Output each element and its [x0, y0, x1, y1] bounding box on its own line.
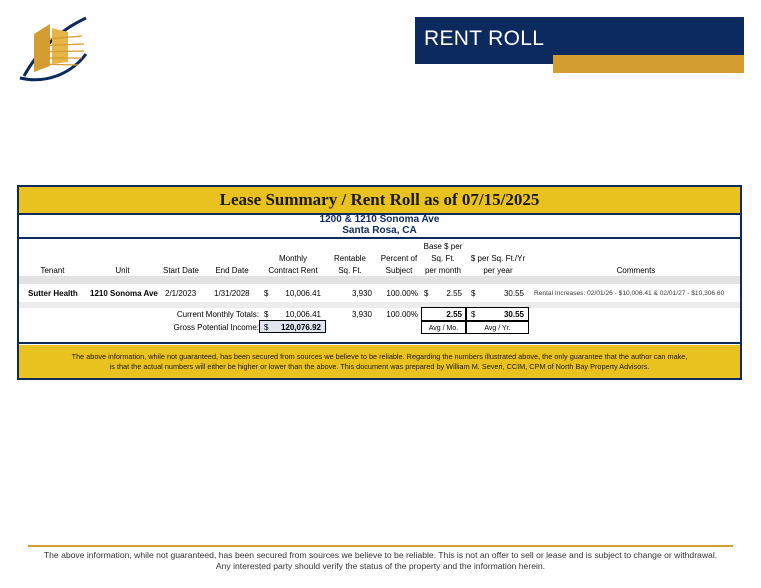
totals-label: Current Monthly Totals: [176, 310, 259, 319]
row-comments: Rental Increases: 02/01/26 - $10,006.41 & 02/01/27 - $10,306.60 [534, 290, 725, 297]
row-rent-currency: $ [264, 289, 269, 298]
gross-income-currency: $ [264, 323, 269, 332]
row-tenant: Sutter Health [28, 289, 78, 298]
col-header-unit: Unit [115, 266, 130, 275]
col-header-peryr-l2: per year [483, 266, 513, 275]
totals-base-per-sqft: 2.55 [446, 310, 462, 319]
company-logo-icon [16, 14, 90, 82]
row-start-date: 2/1/2023 [165, 289, 197, 298]
footer-rule [28, 545, 733, 547]
totals-per-sqft-yr: 30.55 [503, 310, 524, 319]
col-header-comments: Comments [616, 266, 656, 275]
col-header-base-l2: Sq. Ft. [431, 254, 455, 263]
col-header-percent-l1: Percent of [380, 254, 418, 263]
row-sqft: 3,930 [351, 289, 372, 298]
col-header-percent-l2: Subject [385, 266, 413, 275]
row-per-sqft-yr: 30.55 [503, 289, 524, 298]
col-header-monthly-rent-l1: Monthly [278, 254, 307, 263]
col-header-sqft-l2: Sq. Ft. [338, 266, 362, 275]
footer-line-1: The above information, while not guaranteed, has been secured from sources we believe to be reliable. This is not an offer to sell or lease and is subject to change or withdrawal. [43, 550, 718, 560]
totals-percent: 100.00% [386, 310, 418, 319]
page-title: RENT ROLL [424, 27, 545, 50]
table-title: Lease Summary / Rent Roll as of 07/15/2025 [219, 190, 540, 209]
gross-income-label: Gross Potential Income: [173, 323, 259, 332]
row-unit: 1210 Sonoma Ave [90, 289, 158, 298]
row-yr-currency: $ [471, 289, 476, 298]
disclaimer-line-1: The above information, while not guaranteed, has been secured from sources we believe to be reliable. Regarding the numbers illustrated above, the only guarantee that the author can make, [71, 352, 688, 361]
col-header-monthly-rent-l2: Contract Rent [268, 266, 318, 275]
property-city: Santa Rosa, CA [342, 225, 417, 236]
col-header-start-date: Start Date [162, 266, 199, 275]
row-base-currency: $ [424, 289, 429, 298]
row-monthly-rent: 10,006.41 [285, 289, 321, 298]
totals-sqft: 3,930 [351, 310, 372, 319]
header-separator-band [19, 276, 740, 284]
avg-yr-label: Avg / Yr. [484, 325, 511, 332]
row-percent: 100.00% [386, 289, 418, 298]
col-header-tenant: Tenant [40, 266, 65, 275]
property-address: 1200 & 1210 Sonoma Ave [319, 214, 440, 225]
col-header-sqft-l1: Rentable [333, 254, 367, 263]
totals-rent-currency: $ [264, 310, 269, 319]
row-separator-band [19, 302, 740, 308]
col-header-base-l3: per month [424, 266, 462, 275]
gross-income-value: 120,076.92 [280, 323, 321, 332]
col-header-end-date: End Date [215, 266, 249, 275]
col-header-peryr-l1: $ per Sq. Ft./Yr [470, 254, 526, 263]
note-divider [19, 342, 740, 344]
title-accent-bar [553, 55, 744, 73]
row-base-per-sqft: 2.55 [446, 289, 462, 298]
row-end-date: 1/31/2028 [214, 289, 250, 298]
address-divider [19, 237, 740, 239]
disclaimer-line-2: is that the actual numbers will either be higher or lower than the above. This document was prepared by William M. Severi, CCIM, CPM of North Bay Property Advisors. [109, 362, 650, 371]
totals-monthly-rent: 10,006.41 [285, 310, 321, 319]
footer-line-2: Any interested party should verify the status of the property and the information herein. [215, 561, 546, 571]
avg-mo-label: Avg / Mo. [428, 325, 459, 332]
totals-yr-currency: $ [471, 310, 476, 319]
col-header-base-l1: Base $ per [423, 242, 463, 251]
